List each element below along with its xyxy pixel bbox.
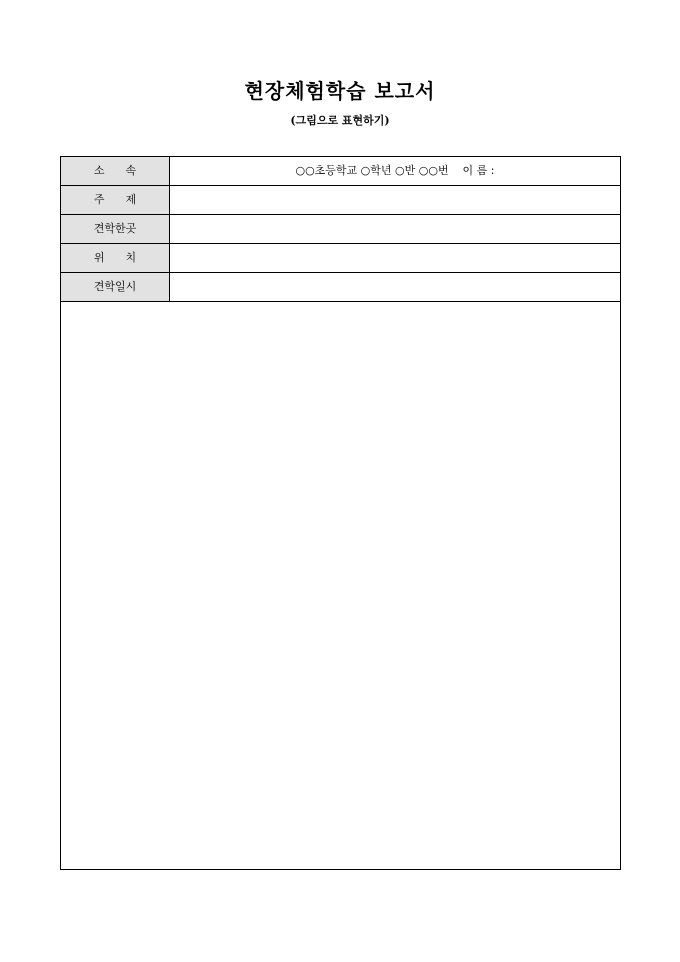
row-location [61,244,620,273]
topic-label: 주 제 [61,186,170,214]
document-subtitle: (그림으로 표현하기) [290,114,390,127]
affiliation-field[interactable]: ○○초등학교 ○학년 ○반 ○○번 이 름 : [295,164,495,177]
row-topic [61,186,620,215]
visited-place-field[interactable] [170,215,620,243]
report-table [60,156,621,870]
document-title: 현장체험학습 보고서 [244,79,436,103]
visited-place-label: 견학한곳 [61,215,170,243]
visit-date-field[interactable] [170,273,620,301]
row-visit-date [61,273,620,302]
row-affiliation [61,157,620,186]
visit-date-label: 견학일시 [61,273,170,301]
topic-field[interactable] [170,186,620,214]
row-visited-place [61,215,620,244]
location-field[interactable] [170,244,620,272]
affiliation-label: 소 속 [61,157,170,185]
location-label: 위 치 [61,244,170,272]
drawing-area[interactable] [61,302,620,870]
